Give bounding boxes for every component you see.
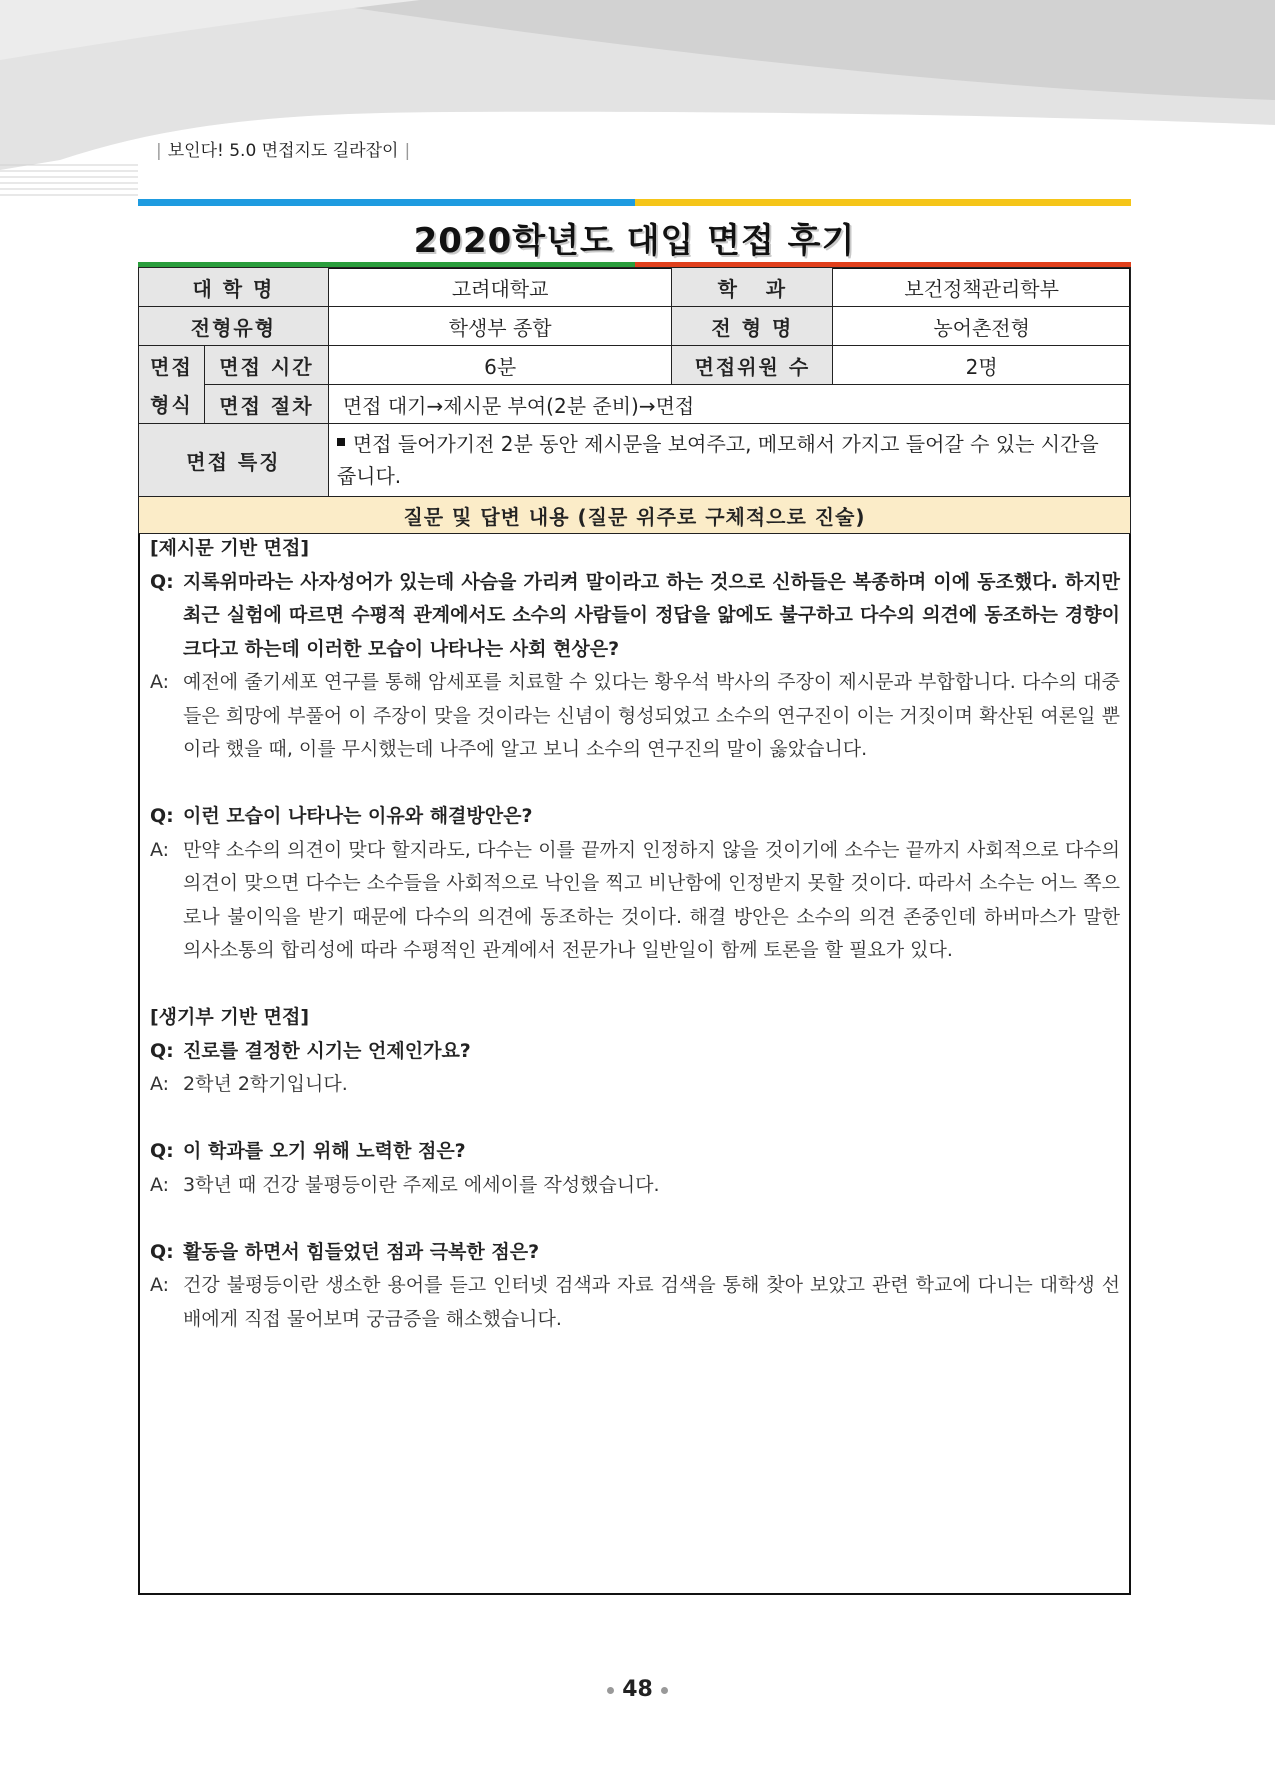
procedure-label: 면접 절차 <box>204 385 328 424</box>
answer: A: 건강 불평등이란 생소한 용어를 듣고 인터넷 검색과 자료 검색을 통해 찾아 보았고 관련 학교에 다니는 대학생 선배에게 직접 물어보며 궁금증을 해소했습니다. <box>150 1274 1120 1330</box>
dot-icon <box>661 1687 668 1694</box>
interview-info-table <box>138 267 1131 534</box>
feature-value-cell <box>328 424 1130 497</box>
side-stripes <box>0 160 140 200</box>
question: Q: 진로를 결정한 시기는 언제인가요? <box>150 1039 471 1062</box>
format-label-bottom: 형식 <box>139 385 205 424</box>
answer: A: 예전에 줄기세포 연구를 통해 암세포를 치료할 수 있다는 황우석 박사의 주장이 제시문과 부합합니다. 다수의 대중들은 희망에 부풀어 이 주장이 맞을 것이라는 신념이 형성되었고 소수의 연구진이 이는 거짓이며 확산된 여론일 뿐이라 했을 때, 이를 무시했는데 나주에 알고 보니 소수의 연구진의 말이 옳았습니다. <box>150 671 1120 760</box>
page-number <box>0 1677 1275 1702</box>
question: Q: 이런 모습이 나타나는 이유와 해결방안은? <box>150 805 533 827</box>
interviewers-label: 면접위원 수 <box>672 346 833 385</box>
table-row <box>139 346 1131 385</box>
section-title-record: [생기부 기반 면접] <box>150 1006 310 1028</box>
university-label: 대 학 명 <box>139 268 329 307</box>
department-label: 학 과 <box>672 268 833 307</box>
table-row <box>139 497 1131 534</box>
question: Q: 이 학과를 오기 위해 노력한 점은? <box>150 1140 466 1162</box>
running-header-text: 보인다! 5.0 면접지도 길라잡이 <box>167 141 399 161</box>
bullet-square-icon <box>337 438 345 446</box>
feature-value: 면접 들어가기전 2분 동안 제시문을 보여주고, 메모해서 가지고 들어갈 수 있는 시간을 줍니다. <box>336 432 1099 488</box>
dot-icon <box>607 1687 614 1694</box>
feature-label: 면접 특징 <box>139 424 329 497</box>
answer: A: 3학년 때 건강 불평등이란 주제로 에세이를 작성했습니다. <box>150 1173 660 1196</box>
answer: A: 2학년 2학기입니다. <box>150 1073 348 1095</box>
type-label: 전형유형 <box>139 307 329 346</box>
format-label-top: 면접 <box>139 346 205 385</box>
qa-content <box>150 532 1120 1336</box>
table-row <box>139 268 1131 307</box>
answer: A: 만약 소수의 의견이 맞다 할지라도, 다수는 이를 끝까지 인정하지 않을 것이기에 소수는 끝까지 사회적으로 다수의 의견이 맞으면 다수는 소수들을 사회적으로 낙인을 찍고 비난함에 인정받지 못할 것이다. 따라서 소수는 어느 쪽으로나 불이익을 받기 때문에 다수의 의견에 동조하는 것이다. 해결 방안은 소수의 의견 존중인데 하버마스가 말한 의사소통의 합리성에 따라 수평적인 관계에서 전문가나 일반일이 함께 토론을 할 필요가 있다. <box>150 838 1120 961</box>
page-number-text: 48 <box>622 1677 653 1702</box>
time-value: 6분 <box>328 346 672 385</box>
table-row <box>139 307 1131 346</box>
procedure-value: 면접 대기→제시문 부여(2분 준비)→면접 <box>328 385 1130 424</box>
type-value: 학생부 종합 <box>328 307 672 346</box>
time-label: 면접 시간 <box>204 346 328 385</box>
table-row <box>139 385 1131 424</box>
qa-header: 질문 및 답변 내용 (질문 위주로 구체적으로 진술) <box>139 497 1131 534</box>
department-value: 보건정책관리학부 <box>833 268 1131 307</box>
question: Q: 지록위마라는 사자성어가 있는데 사슴을 가리켜 말이라고 하는 것으로 신하들은 복종하며 이에 동조했다. 하지만 최근 실험에 따르면 수평적 관계에서도 소수의 사람들이 정답을 앎에도 불구하고 다수의 의견에 동조하는 경향이 크다고 하는데 이러한 모습이 나타나는 사회 현상은? <box>150 570 1120 660</box>
interviewers-value: 2명 <box>833 346 1131 385</box>
admission-name-label: 전 형 명 <box>672 307 833 346</box>
question: Q: 활동을 하면서 힘들었던 점과 극복한 점은? <box>150 1240 540 1263</box>
page-title: 2020학년도 대입 면접 후기 <box>413 221 856 261</box>
admission-name-value: 농어촌전형 <box>833 307 1131 346</box>
top-color-bar <box>138 199 1131 206</box>
university-value: 고려대학교 <box>328 268 672 307</box>
running-header: | 보인다! 5.0 면접지도 길라잡이 | <box>156 141 411 161</box>
section-title-passage: [제시문 기반 면접] <box>150 537 310 559</box>
table-row <box>139 424 1131 497</box>
